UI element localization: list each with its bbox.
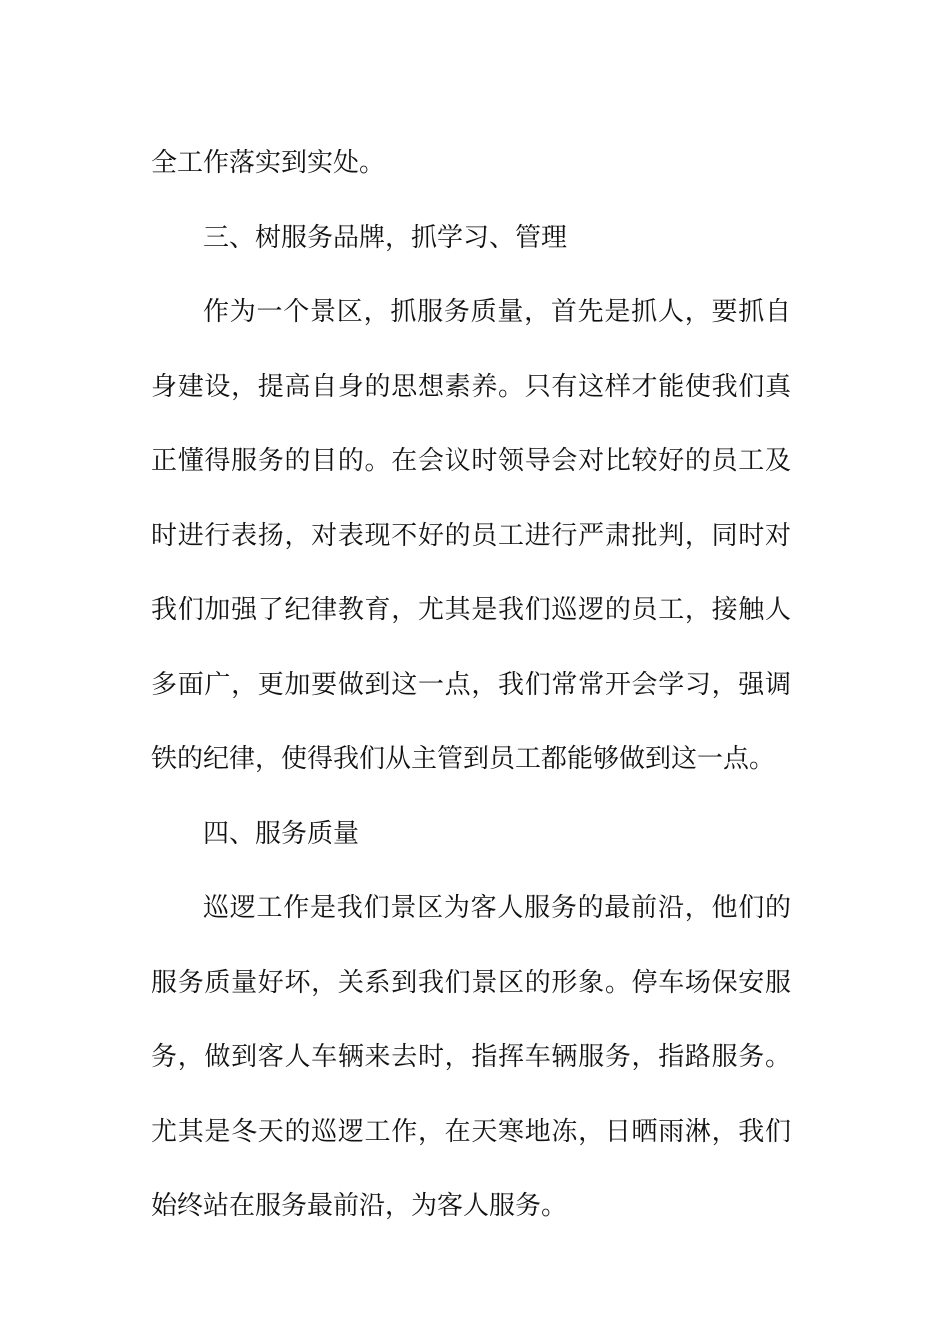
paragraph-service-management: 作为一个景区，抓服务质量，首先是抓人，要抓自身建设，提高自身的思想素养。只有这样才能使我们真正懂得服务的目的。在会议时领导会对比较好的员工及时进行表扬，对表现不好的员工进行严肃批判，同时对我们加强了纪律教育，尤其是我们巡逻的员工，接触人多面广，更加要做到这一点，我们常常开会学习，强调铁的纪律，使得我们从主管到员工都能够做到这一点。 (151, 297, 791, 774)
paragraph-service-quality: 巡逻工作是我们景区为客人服务的最前沿，他们的服务质量好坏，关系到我们景区的形象。停车场保安服务，做到客人车辆来去时，指挥车辆服务，指路服务。尤其是冬天的巡逻工作，在天寒地冻，日晒雨淋，我们始终站在服务最前沿，为客人服务。 (151, 893, 791, 1221)
section-heading-four: 四、服务质量 (203, 818, 360, 849)
document-body (151, 126, 791, 1244)
section-heading-three: 三、树服务品牌，抓学习、管理 (203, 222, 568, 253)
paragraph-continuation: 全工作落实到实处。 (151, 148, 386, 178)
